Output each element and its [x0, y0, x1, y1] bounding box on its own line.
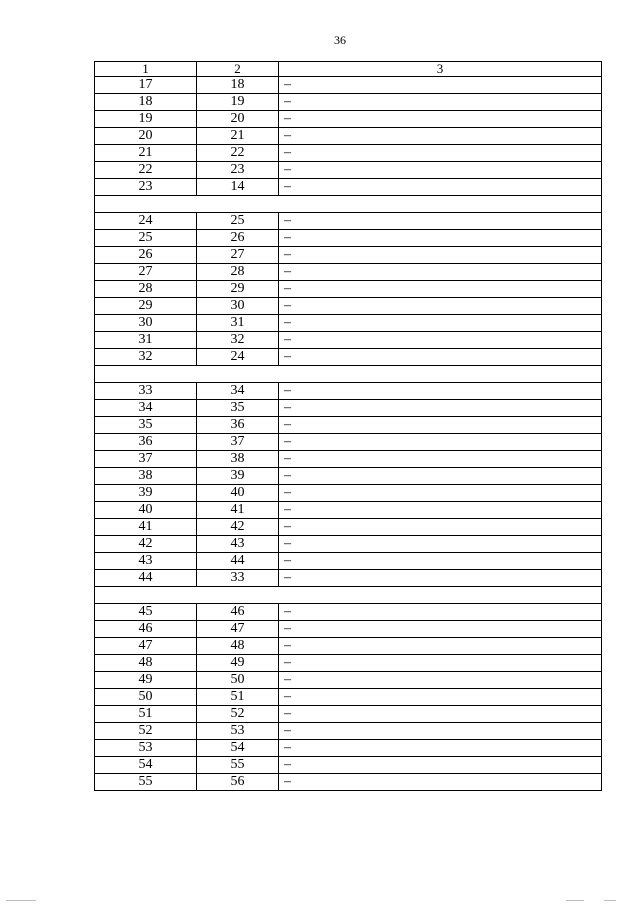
cell-col-2: 42: [197, 519, 279, 536]
cell-col-3: –: [279, 638, 602, 655]
group-separator-row: [95, 587, 602, 604]
cell-col-2: 47: [197, 621, 279, 638]
cell-col-1: 51: [95, 706, 197, 723]
cell-col-2: 40: [197, 485, 279, 502]
cell-col-3: –: [279, 332, 602, 349]
cell-col-2: 21: [197, 128, 279, 145]
cell-col-1: 47: [95, 638, 197, 655]
table-row: [95, 264, 602, 281]
cell-col-3: –: [279, 672, 602, 689]
cell-col-3: –: [279, 77, 602, 94]
cell-col-3: –: [279, 740, 602, 757]
table-row: [95, 774, 602, 791]
cell-col-2: 46: [197, 604, 279, 621]
cell-col-3: –: [279, 94, 602, 111]
cell-col-2: 29: [197, 281, 279, 298]
cell-col-1: 18: [95, 94, 197, 111]
cell-col-3: –: [279, 281, 602, 298]
cell-col-1: 32: [95, 349, 197, 366]
data-table: [94, 61, 602, 791]
cell-col-3: –: [279, 451, 602, 468]
cell-col-2: 27: [197, 247, 279, 264]
cell-col-2: 38: [197, 451, 279, 468]
cell-col-1: 44: [95, 570, 197, 587]
table-row: [95, 383, 602, 400]
cell-col-1: 21: [95, 145, 197, 162]
cell-col-3: –: [279, 706, 602, 723]
cell-col-3: –: [279, 570, 602, 587]
page-number: 36: [334, 33, 346, 47]
cell-col-2: 54: [197, 740, 279, 757]
cell-col-3: –: [279, 417, 602, 434]
cell-col-3: –: [279, 536, 602, 553]
cell-col-3: –: [279, 179, 602, 196]
cell-col-2: 34: [197, 383, 279, 400]
cell-col-2: 31: [197, 315, 279, 332]
cell-col-2: 18: [197, 77, 279, 94]
cell-col-3: –: [279, 213, 602, 230]
cell-col-1: 25: [95, 230, 197, 247]
cell-col-3: –: [279, 247, 602, 264]
cell-col-3: –: [279, 434, 602, 451]
cell-col-1: 39: [95, 485, 197, 502]
table-row: [95, 77, 602, 94]
table-row: [95, 519, 602, 536]
cell-col-1: 34: [95, 400, 197, 417]
table-row: [95, 553, 602, 570]
table-row: [95, 689, 602, 706]
cell-col-2: 25: [197, 213, 279, 230]
table-row: [95, 111, 602, 128]
table-row: [95, 638, 602, 655]
group-separator-cell: [95, 366, 602, 383]
cell-col-3: –: [279, 128, 602, 145]
cell-col-1: 50: [95, 689, 197, 706]
table-row: [95, 315, 602, 332]
cell-col-1: 37: [95, 451, 197, 468]
cell-col-2: 22: [197, 145, 279, 162]
cell-col-3: –: [279, 468, 602, 485]
cell-col-2: 49: [197, 655, 279, 672]
cell-col-1: 49: [95, 672, 197, 689]
table-row: [95, 145, 602, 162]
cell-col-3: –: [279, 485, 602, 502]
table-row: [95, 298, 602, 315]
cell-col-2: 41: [197, 502, 279, 519]
cell-col-2: 20: [197, 111, 279, 128]
cell-col-2: 56: [197, 774, 279, 791]
cell-col-3: –: [279, 655, 602, 672]
cell-col-2: 37: [197, 434, 279, 451]
cell-col-2: 24: [197, 349, 279, 366]
table-header-row: [95, 62, 602, 77]
cell-col-3: –: [279, 349, 602, 366]
cell-col-1: 40: [95, 502, 197, 519]
column-header-2: 2: [197, 62, 279, 77]
table-row: [95, 213, 602, 230]
group-separator-row: [95, 196, 602, 213]
cell-col-3: –: [279, 298, 602, 315]
table-row: [95, 570, 602, 587]
column-header-3: 3: [279, 62, 602, 77]
cell-col-3: –: [279, 502, 602, 519]
scan-artifact-right: [566, 900, 584, 901]
cell-col-3: –: [279, 145, 602, 162]
column-header-1: 1: [95, 62, 197, 77]
cell-col-3: –: [279, 689, 602, 706]
cell-col-1: 35: [95, 417, 197, 434]
cell-col-1: 26: [95, 247, 197, 264]
cell-col-3: –: [279, 723, 602, 740]
cell-col-2: 28: [197, 264, 279, 281]
cell-col-1: 46: [95, 621, 197, 638]
cell-col-1: 41: [95, 519, 197, 536]
cell-col-3: –: [279, 315, 602, 332]
cell-col-1: 48: [95, 655, 197, 672]
cell-col-1: 53: [95, 740, 197, 757]
table-row: [95, 247, 602, 264]
cell-col-1: 17: [95, 77, 197, 94]
cell-col-1: 28: [95, 281, 197, 298]
cell-col-1: 42: [95, 536, 197, 553]
cell-col-2: 26: [197, 230, 279, 247]
cell-col-1: 27: [95, 264, 197, 281]
cell-col-2: 36: [197, 417, 279, 434]
cell-col-3: –: [279, 604, 602, 621]
table-row: [95, 604, 602, 621]
cell-col-1: 31: [95, 332, 197, 349]
cell-col-2: 51: [197, 689, 279, 706]
table-row: [95, 723, 602, 740]
cell-col-2: 50: [197, 672, 279, 689]
table-row: [95, 417, 602, 434]
table-row: [95, 502, 602, 519]
cell-col-1: 55: [95, 774, 197, 791]
cell-col-2: 53: [197, 723, 279, 740]
table-row: [95, 162, 602, 179]
cell-col-3: –: [279, 757, 602, 774]
cell-col-3: –: [279, 400, 602, 417]
table-row: [95, 655, 602, 672]
table-row: [95, 485, 602, 502]
cell-col-3: –: [279, 553, 602, 570]
cell-col-2: 35: [197, 400, 279, 417]
cell-col-3: –: [279, 621, 602, 638]
cell-col-2: 52: [197, 706, 279, 723]
table-row: [95, 468, 602, 485]
cell-col-1: 30: [95, 315, 197, 332]
cell-col-3: –: [279, 162, 602, 179]
cell-col-1: 24: [95, 213, 197, 230]
cell-col-2: 55: [197, 757, 279, 774]
table-row: [95, 179, 602, 196]
scan-artifact-right-2: [604, 900, 616, 901]
cell-col-1: 52: [95, 723, 197, 740]
cell-col-2: 33: [197, 570, 279, 587]
scan-artifact-left: [6, 900, 36, 901]
table-row: [95, 621, 602, 638]
cell-col-2: 14: [197, 179, 279, 196]
group-separator-cell: [95, 196, 602, 213]
cell-col-1: 22: [95, 162, 197, 179]
cell-col-2: 39: [197, 468, 279, 485]
cell-col-2: 32: [197, 332, 279, 349]
cell-col-2: 23: [197, 162, 279, 179]
cell-col-1: 38: [95, 468, 197, 485]
table-row: [95, 281, 602, 298]
cell-col-2: 19: [197, 94, 279, 111]
table-row: [95, 349, 602, 366]
cell-col-1: 54: [95, 757, 197, 774]
cell-col-1: 20: [95, 128, 197, 145]
group-separator-row: [95, 366, 602, 383]
cell-col-3: –: [279, 230, 602, 247]
cell-col-2: 48: [197, 638, 279, 655]
table-row: [95, 128, 602, 145]
table-row: [95, 757, 602, 774]
cell-col-1: 33: [95, 383, 197, 400]
table-row: [95, 706, 602, 723]
cell-col-1: 45: [95, 604, 197, 621]
cell-col-1: 43: [95, 553, 197, 570]
table-row: [95, 740, 602, 757]
cell-col-1: 23: [95, 179, 197, 196]
group-separator-cell: [95, 587, 602, 604]
cell-col-3: –: [279, 264, 602, 281]
table-row: [95, 672, 602, 689]
table-row: [95, 230, 602, 247]
cell-col-3: –: [279, 383, 602, 400]
table-row: [95, 451, 602, 468]
table-row: [95, 434, 602, 451]
table-row: [95, 536, 602, 553]
cell-col-1: 29: [95, 298, 197, 315]
cell-col-2: 30: [197, 298, 279, 315]
cell-col-1: 19: [95, 111, 197, 128]
cell-col-2: 43: [197, 536, 279, 553]
cell-col-3: –: [279, 519, 602, 536]
cell-col-3: –: [279, 111, 602, 128]
table-row: [95, 400, 602, 417]
table-row: [95, 94, 602, 111]
table-body: [95, 62, 602, 791]
cell-col-1: 36: [95, 434, 197, 451]
cell-col-2: 44: [197, 553, 279, 570]
cell-col-3: –: [279, 774, 602, 791]
table-row: [95, 332, 602, 349]
